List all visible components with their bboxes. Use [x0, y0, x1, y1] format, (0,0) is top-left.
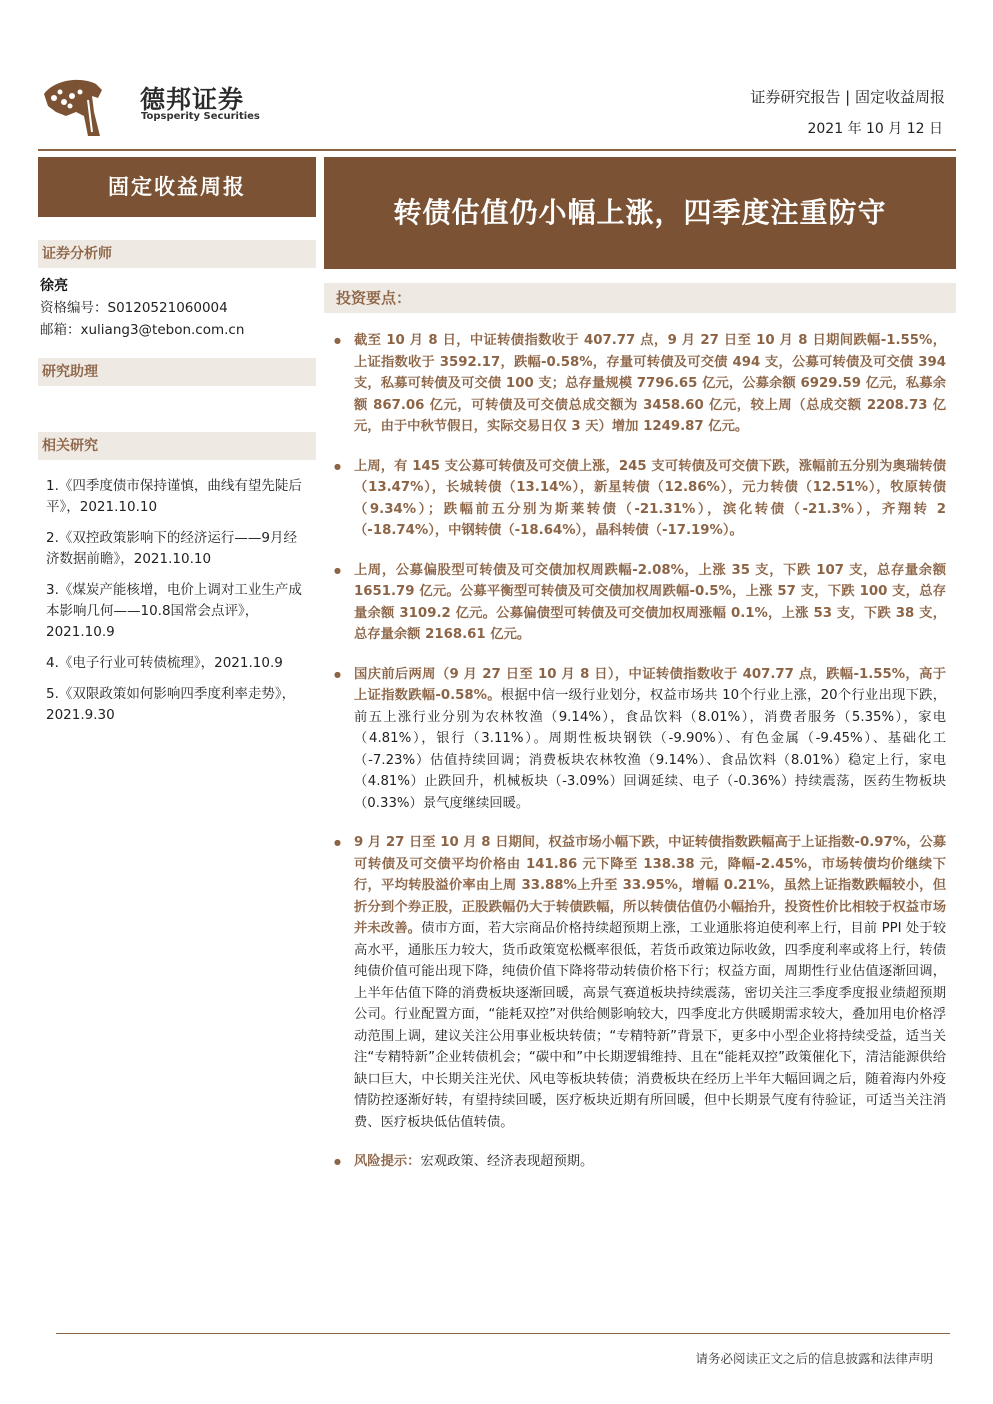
- company-logo-text: 德邦证券: [140, 85, 245, 114]
- assistant-section-title: 研究助理: [38, 358, 316, 386]
- report-title: 转债估值仍小幅上涨，四季度注重防守: [324, 157, 956, 269]
- related-research-item[interactable]: 4.《电子行业可转债梳理》，2021.10.9: [46, 655, 283, 671]
- disclaimer-note[interactable]: 请务必阅读正文之后的信息披露和法律声明: [695, 1351, 933, 1366]
- key-point-highlight: 国庆前后两周（9 月 27 日至 10 月 8 日），中证转债指数收于 407.77 点，跌幅-1.55%，高于上证指数跌幅-0.58%。: [354, 666, 946, 703]
- key-points-title: 投资要点：: [324, 283, 956, 313]
- header-divider: [38, 149, 956, 151]
- related-research-list: [46, 476, 308, 736]
- analyst-name: 徐亮: [40, 278, 68, 294]
- report-date: 2021 年 10 月 12 日: [807, 121, 943, 137]
- leopard-logo-icon: [40, 72, 106, 140]
- footer-divider: [56, 1333, 950, 1334]
- analyst-email: 邮箱：xuliang3@tebon.com.cn: [40, 322, 245, 338]
- analyst-section-title: 证券分析师: [38, 240, 316, 268]
- company-logo-english: Topsperity Securities: [141, 111, 260, 122]
- key-points-list: [334, 330, 946, 1191]
- analyst-certificate: 资格编号：S0120521060004: [40, 300, 228, 316]
- risk-text: 宏观政策、经济表现超预期。: [420, 1154, 594, 1169]
- report-type-label: 证券研究报告 | 固定收益周报: [750, 88, 945, 106]
- key-point-body: 根据中信一级行业划分，权益市场共 10个行业上涨，20个行业出现下跌，前五上涨行业分别为农林牧渔（9.14%），食品饮料（8.01%），消费者服务（5.35%），家电（4.81%），银行（3.11%）。周期性板块钢铁（-9.90%）、有色金属（-9.45%）、基础化工（-7.23%）估值持续回调；消费板块农林牧渔（9.14%）、食品饮料（8.01%）稳定上行，家电（4.81%）止跌回升，机械板块（-3.09%）回调延续、电子（-0.36%）持续震荡，医药生物板块（0.33%）景气度继续回暖。: [354, 688, 946, 811]
- key-point-category-performance: ● 上周，公募偏股型可转债及可交债加权周跌幅-2.08%，上涨 35 支，下跌 107 支，总存量余额 1651.79 亿元。公募平衡型可转债及可交债加权周跌幅-0.5%，上涨 57 支，下跌 100 支，总存量余额 3109.2 亿元。公募偏债型可转债及可交债加权周涨幅 0.1%，上涨 53 支，下跌 38 支，总存量余额 2168.61 亿元。: [334, 560, 946, 646]
- related-research-title: 相关研究: [38, 432, 316, 460]
- related-research-item[interactable]: 3.《煤炭产能核增，电价上调对工业生产成本影响几何——10.8国常会点评》，2021.10.9: [46, 582, 302, 640]
- report-category-banner: 固定收益周报: [38, 157, 316, 217]
- key-point-top-movers: ● 上周，有 145 支公募可转债及可交债上涨，245 支可转债及可交债下跌，涨幅前五分别为奥瑞转债（13.47%），长城转债（13.14%），新星转债（12.86%），元力转债（12.51%），牧原转债（9.34%）；跌幅前五分别为斯莱转债（-21.31%），滨化转债（-21.3%），齐翔转 2（-18.74%），中钢转债（-18.64%），晶科转债（-17.19%）。: [334, 456, 946, 542]
- key-point-risk: [334, 1151, 946, 1173]
- key-point-body: 债市方面，若大宗商品价格持续超预期上涨，工业通胀将迫使利率上行，目前 PPI 处于较高水平，通胀压力较大，货币政策宽松概率很低，若货币政策边际收敛，四季度利率或将上行，转债纯债价值可能出现下降，纯债价值下降将带动转债价格下行；权益方面，周期性行业估值逐渐回调，上半年估值下降的消费板块逐渐回暖，高景气赛道板块持续震荡，密切关注三季度季度报业绩超预期公司。行业配置方面，“能耗双控”对供给侧影响较大，四季度北方供暖期需求较大，叠加用电价格浮动范围上调，建议关注公用事业板块转债；“专精特新”背景下，更多中小型企业将持续受益，适当关注“专精特新”企业转债机会；“碳中和”中长期逻辑维持、且在“能耗双控”政策催化下，清洁能源供给缺口巨大，中长期关注光伏、风电等板块转债；消费板块在经历上半年大幅回调之后，随着海内外疫情防控逐渐好转，有望持续回暖，医疗板块近期有所回暖，但中长期景气度有待验证，可适当关注消费、医疗板块低估值转债。: [354, 921, 947, 1130]
- key-point-market-summary: ● 截至 10 月 8 日，中证转债指数收于 407.77 点，9 月 27 日至 10 月 8 日期间跌幅-1.55%，上证指数收于 3592.17，跌幅-0.58%，存量可转债及可交债 494 支，公募可转债及可交债 394 支，私募可转债及可交债 100 支；总存量规模 7796.65 亿元，公募余额 6929.59 亿元，私募余额 867.06 亿元，可转债及可交债总成交额为 3458.60 亿元，较上周（总成交额 2208.73 亿元，由于中秋节假日，实际交易日仅 3 天）增加 1249.87 亿元。: [334, 330, 946, 438]
- key-point-highlight: 9 月 27 日至 10 月 8 日期间，权益市场小幅下跌，中证转债指数跌幅高于上证指数-0.97%，公募可转债及可交债平均价格由 141.86 元下降至 138.38 元，降幅-2.45%，市场转债均价继续下行，平均转股溢价率由上周 33.88%上升至 33.95%，增幅 0.21%，虽然上证指数跌幅较小，但折分到个券正股，正股跌幅仍大于转债跌幅，所以转债估值仍小幅抬升，投资性价比相较于权益市场并未改善。: [354, 835, 946, 936]
- key-point-outlook: [334, 832, 946, 1133]
- related-research-item[interactable]: 1.《四季度债市保持谨慎，曲线有望先陡后平》，2021.10.10: [46, 478, 302, 515]
- risk-label: 风险提示：: [354, 1154, 421, 1169]
- related-research-item[interactable]: 2.《双控政策影响下的经济运行——9月经济数据前瞻》，2021.10.10: [46, 530, 297, 567]
- related-research-item[interactable]: 5.《双限政策如何影响四季度利率走势》，2021.9.30: [46, 686, 296, 723]
- key-point-holiday-review: [334, 664, 946, 815]
